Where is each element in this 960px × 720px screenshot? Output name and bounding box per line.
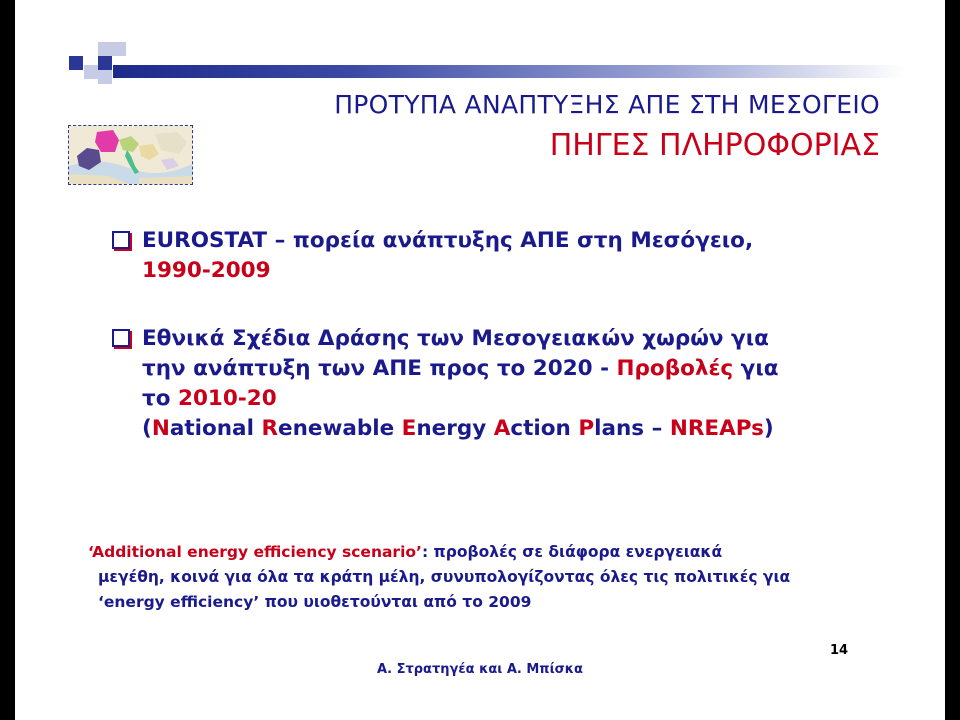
slide-title: ΠΡΟΤΥΠΑ ΑΝΑΠΤΥΞΗΣ ΑΠΕ ΣΤΗ ΜΕΣΟΓΕΙΟ: [334, 90, 880, 119]
bullet-years: 1990-2009: [142, 258, 271, 283]
note-line: [88, 540, 908, 565]
initial: A: [493, 416, 511, 441]
footer-authors: Α. Στρατηγέα και Α. Μπίσκα: [377, 662, 583, 677]
scenario-term: ‘Additional energy efficiency scenario’: [88, 543, 422, 561]
word-part: ction: [510, 416, 579, 441]
page-number: 14: [830, 643, 849, 658]
decor-square: [98, 56, 112, 70]
slide: [15, 0, 945, 720]
note-line: ‘energy efficiency’ που υιοθετούνται από το 2009: [98, 593, 532, 611]
decor-square: [84, 65, 98, 79]
mediterranean-map-image: [68, 125, 193, 185]
nreap-line: [142, 414, 900, 444]
highlight-years: 2010-20: [177, 386, 277, 411]
bullet-text-part: για: [733, 356, 779, 381]
bullet-text: [142, 384, 900, 414]
highlight-projections: Προβολές: [616, 356, 734, 381]
paren: ): [763, 416, 774, 441]
word-part: ational: [169, 416, 262, 441]
scenario-note: [88, 540, 908, 615]
word-part: lans –: [594, 416, 670, 441]
decor-square: [98, 70, 112, 84]
bullet-text: Εθνικά Σχέδια Δράσης των Μεσογειακών χωρών για: [142, 326, 769, 351]
bullet-text-part: το: [142, 386, 178, 411]
word-part: enewable: [278, 416, 402, 441]
slide-subtitle: ΠΗΓΕΣ ΠΛΗΡΟΦΟΡΙΑΣ: [549, 128, 880, 163]
word-part: nergy: [416, 416, 494, 441]
decor-square: [98, 42, 112, 56]
decor-square: [112, 42, 126, 56]
note-line: μεγέθη, κοινά για όλα τα κράτη μέλη, συνυπολογίζοντας όλες τις πολιτικές για: [98, 568, 791, 586]
initial: P: [578, 416, 595, 441]
bullet-list: [110, 226, 900, 444]
checkbox-bullet-icon: [112, 231, 130, 249]
decor-square: [69, 56, 83, 70]
bullet-text-part: την ανάπτυξη των ΑΠΕ προς το 2020 -: [142, 356, 617, 381]
paren: (: [142, 416, 152, 441]
note-text: : προβολές σε διάφορα ενεργειακά: [421, 543, 723, 561]
bullet-text: [142, 354, 900, 384]
checkbox-bullet-icon: [112, 329, 130, 347]
bullet-text: EUROSTAT – πορεία ανάπτυξης ΑΠΕ στη Μεσόγειο,: [142, 228, 754, 253]
initial: E: [401, 416, 417, 441]
header-gradient-bar: [113, 65, 905, 78]
initial: N: [151, 416, 170, 441]
bullet-nreap: [110, 324, 900, 444]
nreap-abbreviation: NREAPs: [669, 416, 764, 441]
initial: R: [261, 416, 278, 441]
bullet-eurostat: [110, 226, 900, 286]
